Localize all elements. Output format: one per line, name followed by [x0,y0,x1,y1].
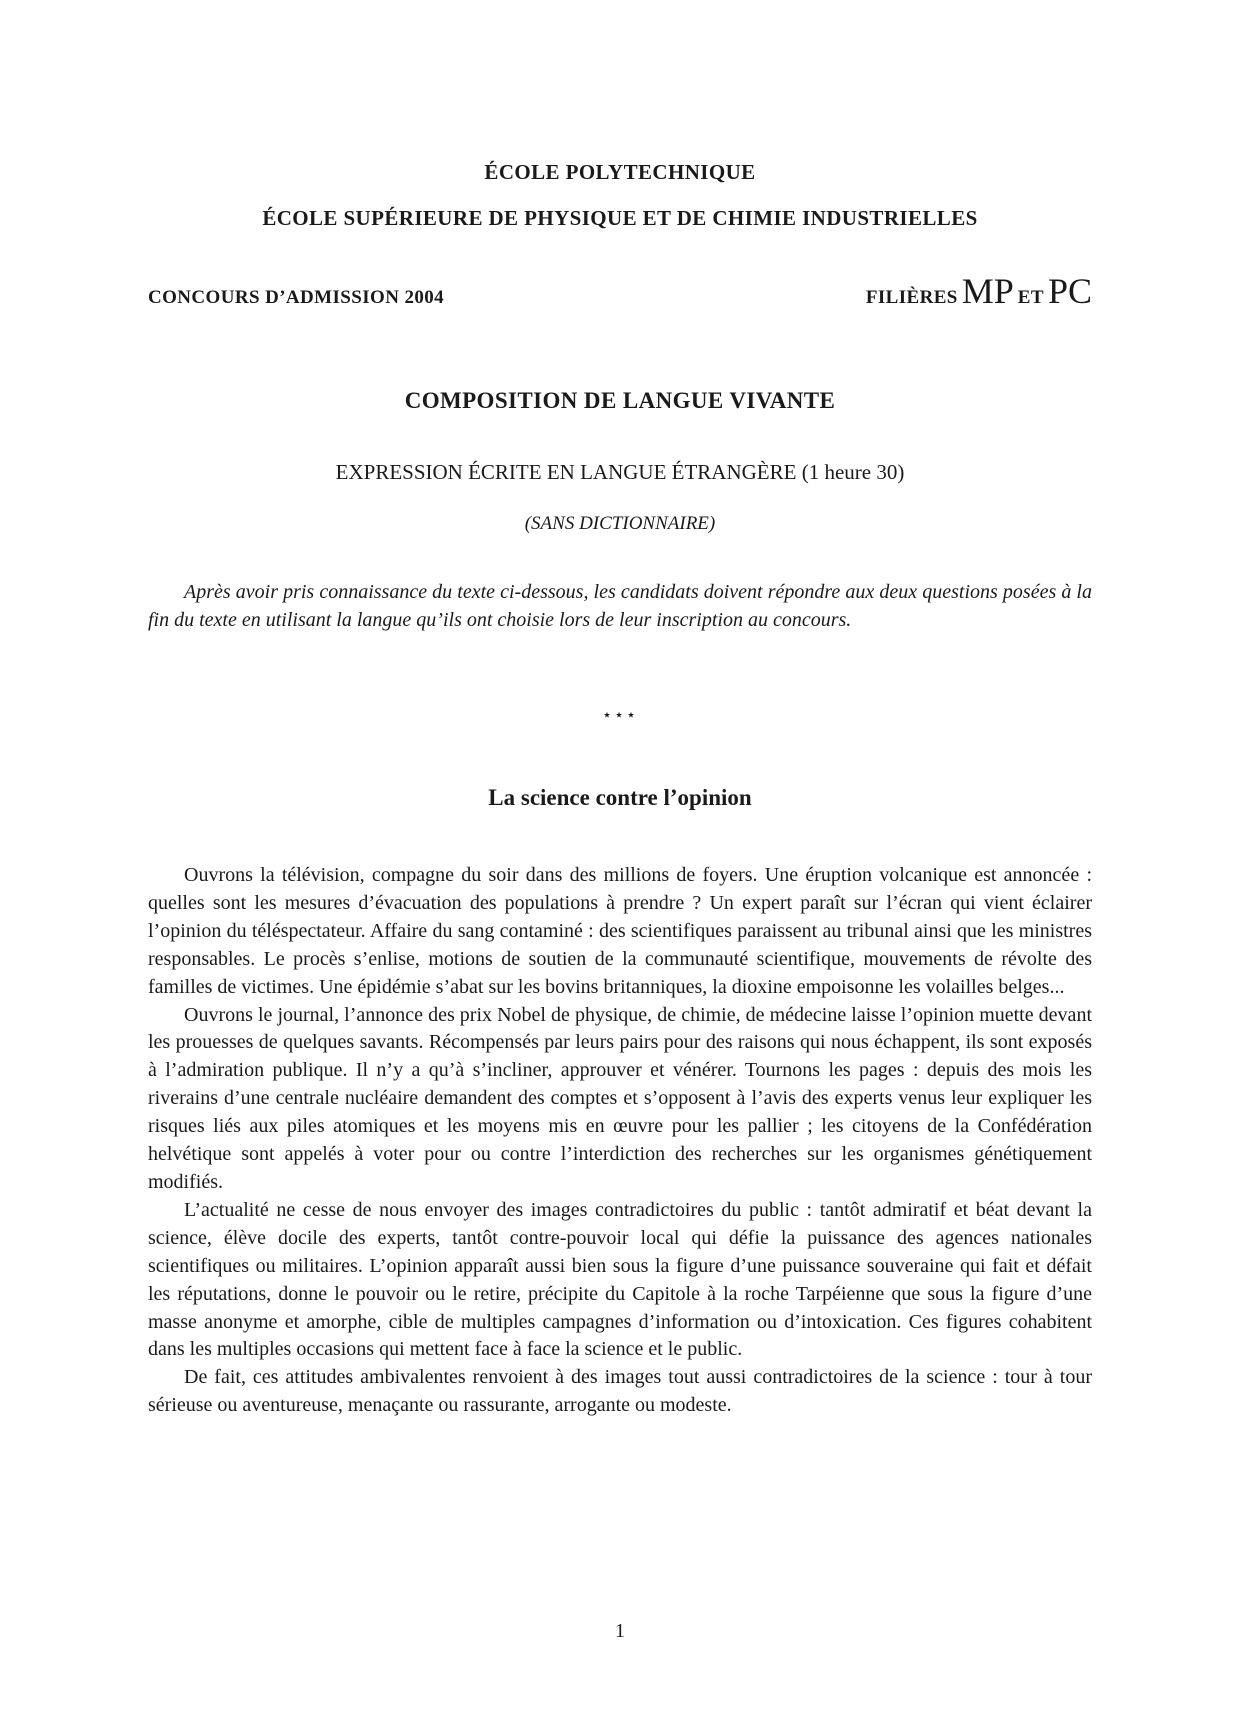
filieres-word: FILIÈRES [865,287,958,308]
header-row [148,272,1092,312]
exam-title: COMPOSITION DE LANGUE VIVANTE [404,388,836,413]
intro-instructions: Après avoir pris connaissance du texte ci-dessous, les candidats doivent répondre aux deux questions posées à la fin du texte en utilisant la langue qu’ils ont choisie lors de leur inscription au concours. [148,581,1092,631]
filiere-et: ET [1017,287,1044,308]
separator-stars: ⋆⋆⋆ [601,707,639,724]
concours-label: CONCOURS D’ADMISSION 2004 [148,287,445,308]
page-number: 1 [615,1620,625,1642]
article-paragraph: Ouvrons la télévision, compagne du soir dans des millions de foyers. Une éruption volcanique est annoncée : quelles sont les mesures d’évacuation des populations à prendre ? Un expert paraît sur l’écran qui vient éclairer l’opinion du téléspectateur. Affaire du sang contaminé : des scientifiques paraissent au tribunal ainsi que les ministres responsables. Le procès s’enlise, motions de soutien de la communauté scientifique, mouvements de révolte des familles de victimes. Une épidémie s’abat sur les bovins britanniques, la dioxine empoisonne les volailles belges... [148,864,1092,998]
filieres-label [866,270,1092,312]
article-paragraph: Ouvrons le journal, l’annonce des prix Nobel de physique, de chimie, de médecine laisse l’opinion muette devant les prouesses de quelques savants. Récompensés par leurs pairs pour des raisons qui nous échappent, ils sont exposés à l’admiration publique. Il n’y a qu’à s’incliner, approuver et vénérer. Tournons les pages : depuis des mois les riverains d’une centrale nucléaire demandent des comptes et s’opposent à l’avis des experts venus leur expliquer les risques liés aux piles atomiques et les moyens mis en œuvre pour les pallier ; les citoyens de la Confédération helvétique sont appelés à voter pour ou contre l’interdiction des recherches sur les organismes génétiquement modifiés. [148,1003,1092,1193]
exam-subtitle: EXPRESSION ÉCRITE EN LANGUE ÉTRANGÈRE (1 heure 30) [335,460,905,484]
exam-note: (SANS DICTIONNAIRE) [524,513,716,534]
article-body [148,862,1092,1420]
filiere-pc: PC [1047,271,1092,311]
article-paragraph: De fait, ces attitudes ambivalentes renvoient à des images tout aussi contradictoires de la science : tour à tour sérieuse ou aventureuse, menaçante ou rassurante, arrogante ou modeste. [148,1366,1092,1417]
school-name-polytechnique: ÉCOLE POLYTECHNIQUE [484,160,756,184]
filiere-mp: MP [961,271,1014,311]
article-paragraph: L’actualité ne cesse de nous envoyer des images contradictoires du public : tantôt admiratif et béat devant la science, élève docile des experts, tantôt contre-pouvoir local qui défie la puissance des agences nationales scientifiques ou militaires. L’opinion apparaît aussi bien sous la figure d’une puissance souveraine qui fait et défait les réputations, donne le pouvoir ou le retire, précipite du Capitole à la roche Tarpéienne que sous la figure d’une masse anonyme et amorphe, cible de multiples campagnes d’information ou d’intoxication. Ces figures cohabitent dans les multiples occasions qui mettent face à face la science et le public. [148,1198,1092,1361]
school-name-espci: ÉCOLE SUPÉRIEURE DE PHYSIQUE ET DE CHIMIE INDUSTRIELLES [262,206,978,230]
article-title: La science contre l’opinion [488,785,752,810]
